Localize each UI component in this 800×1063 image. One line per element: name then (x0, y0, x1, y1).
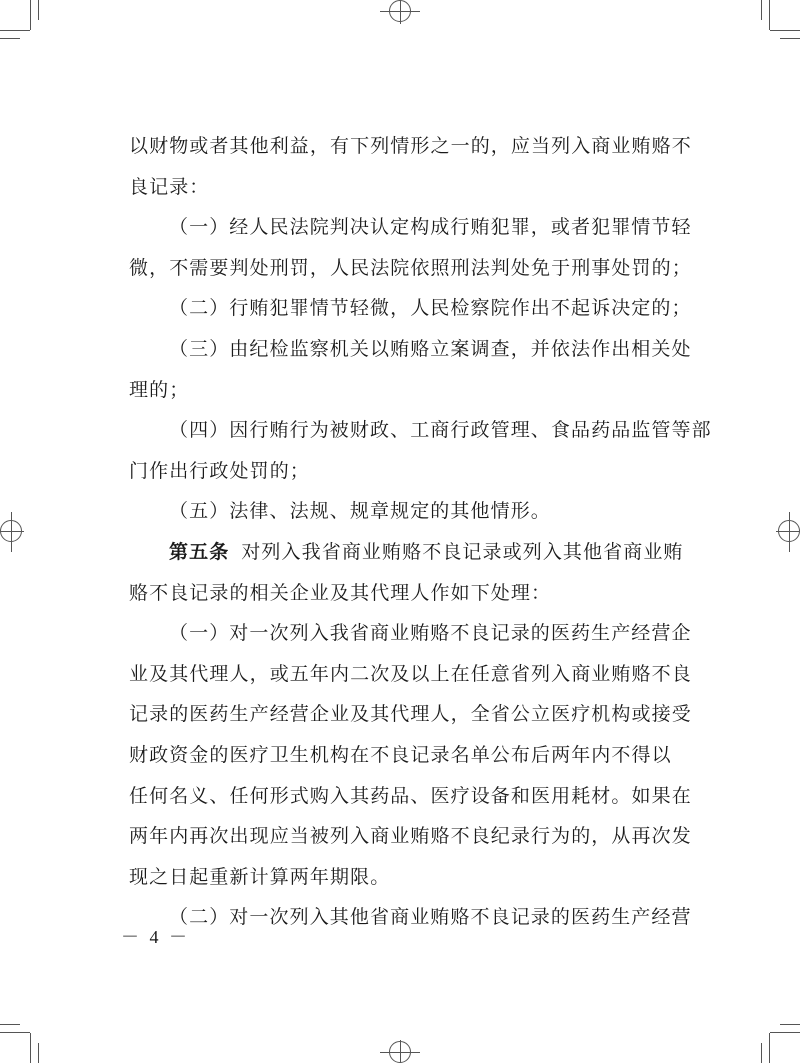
article-line (129, 532, 684, 573)
page-number: － 4 － (121, 927, 190, 947)
text-line: 理的； (129, 378, 190, 401)
text-line: 记录的医药生产经营企业及其代理人，全省公立医疗机构或接受 (129, 703, 692, 726)
crop-mark (769, 1033, 770, 1063)
text-line: 良记录： (129, 175, 210, 198)
text-line: （二）行贿犯罪情节轻微，人民检察院作出不起诉决定的； (169, 297, 692, 320)
document-body (129, 126, 712, 938)
article-label: 第五条 (169, 540, 230, 563)
crop-mark (0, 30, 30, 31)
text-line: （一）经人民法院判决认定构成行贿犯罪，或者犯罪情节轻 (169, 216, 692, 239)
text-line: 门作出行政处罚的； (129, 459, 310, 482)
crop-mark (0, 38, 20, 39)
text-line: 两年内再次出现应当被列入商业贿赂不良纪录行为的，从再次发 (129, 825, 692, 848)
text-line: （三）由纪检监察机关以贿赂立案调查，并依法作出相关处 (169, 337, 692, 360)
registration-crosshair (400, 1040, 401, 1063)
text-line: 微，不需要判处刑罚，人民法院依照刑法判处免于刑事处罚的； (129, 256, 692, 279)
crop-mark (38, 0, 39, 20)
crop-mark (780, 38, 800, 39)
text-line: 任何名义、任何形式购入其药品、医疗设备和医用耗材。如果在 (129, 784, 692, 807)
crop-mark (780, 1024, 800, 1025)
crop-mark (30, 0, 31, 30)
text-line: （四）因行贿行为被财政、工商行政管理、食品药品监管等部 (169, 419, 712, 442)
registration-crosshair (776, 531, 800, 532)
registration-crosshair (11, 512, 12, 552)
text-line: 现之日起重新计算两年期限。 (129, 865, 391, 888)
text-line: 赂不良记录的相关企业及其代理人作如下处理： (129, 581, 552, 604)
crop-mark (769, 0, 770, 30)
text-line: （二）对一次列入其他省商业贿赂不良记录的医药生产经营 (169, 906, 692, 929)
registration-crosshair (400, 0, 401, 24)
registration-crosshair (789, 512, 790, 552)
crop-mark (770, 1032, 800, 1033)
crop-mark (761, 0, 762, 20)
crop-mark (0, 1032, 30, 1033)
crop-mark (30, 1033, 31, 1063)
crop-mark (761, 1043, 762, 1063)
text-line: 以财物或者其他利益，有下列情形之一的，应当列入商业贿赂不 (129, 135, 692, 157)
crop-mark (0, 1024, 20, 1025)
crop-mark (770, 30, 800, 31)
text-line: 业及其代理人，或五年内二次及以上在任意省列入商业贿赂不良 (129, 662, 692, 685)
article-text: 对列入我省商业贿赂不良记录或列入其他省商业贿 (241, 540, 684, 563)
text-line: （五）法律、法规、规章规定的其他情形。 (169, 500, 551, 523)
text-line: 财政资金的医疗卫生机构在不良记录名单公布后两年内不得以 (129, 743, 672, 766)
text-line: （一）对一次列入我省商业贿赂不良记录的医药生产经营企 (169, 622, 692, 645)
crop-mark (38, 1043, 39, 1063)
